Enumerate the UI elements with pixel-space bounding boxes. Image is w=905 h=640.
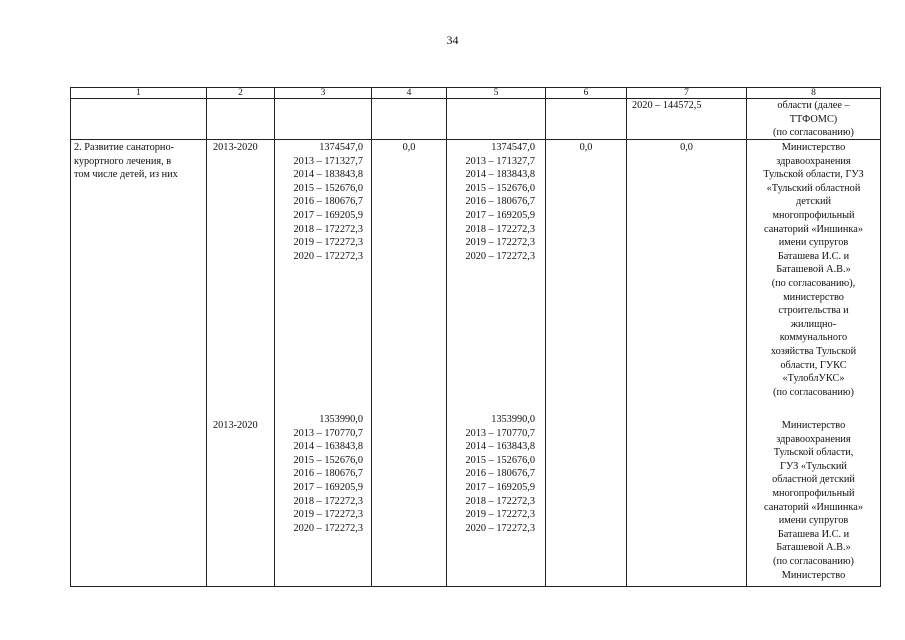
col-border-6	[626, 87, 627, 587]
row-a-col4: 0,0	[402, 142, 416, 153]
col-border-0	[70, 87, 71, 587]
header-col-2: 2	[238, 88, 243, 98]
header-col-3: 3	[320, 88, 326, 98]
continuation-col7: 2020 – 144572,5	[632, 100, 702, 111]
row-a-col3: 1374547,0 2013 – 171327,7 2014 – 183843,8 2015 – 152676,0 2016 – 180676,7 2017 – 169205,9 2018 – 172272,3 2019 – 172272,3 2020 – 172272,3	[293, 142, 363, 262]
row-a-period: 2013-2020	[213, 142, 258, 153]
row-b-period: 2013-2020	[213, 420, 258, 431]
row-b-executors: Министерство здравоохранения Тульской области, ГУЗ «Тульский областной детский многопрофильный санаторий «Иншинка» имени супругов Баташева И.С. и Баташевой А.В.» (по согласованию) Министерство	[764, 420, 863, 581]
header-col-8: 8	[811, 88, 816, 98]
col-border-8	[880, 87, 881, 587]
header-col-4: 4	[406, 88, 412, 98]
header-col-5: 5	[493, 88, 499, 98]
row-b-col5: 1353990,0 2013 – 170770,7 2014 – 163843,8 2015 – 152676,0 2016 – 180676,7 2017 – 169205,9 2018 – 172272,3 2019 – 172272,3 2020 – 172272,3	[465, 414, 535, 534]
col-border-1	[206, 87, 207, 587]
header-col-1: 1	[136, 88, 141, 98]
row-a-col5: 1374547,0 2013 – 171327,7 2014 – 183843,8 2015 – 152676,0 2016 – 180676,7 2017 – 169205,9 2018 – 172272,3 2019 – 172272,3 2020 – 172272,3	[465, 142, 535, 262]
row-a-col7: 0,0	[680, 142, 693, 153]
header-col-7: 7	[684, 88, 689, 98]
continuation-col8: области (далее – ТТФОМС) (по согласованию)	[773, 100, 854, 139]
row-a-executors: Министерство здравоохранения Тульской области, ГУЗ «Тульский областной детский многопрофильный санаторий «Иншинка» имени супругов Баташева И.С. и Баташевой А.В.» (по согласованию), министерство строительства и жилищно- коммунального хозяйства Тульской области, ГУКС «ТулоблУКС» (по согласованию)	[763, 142, 864, 398]
col-border-3	[371, 87, 372, 587]
col-border-5	[545, 87, 546, 587]
table-bottom-border	[70, 586, 881, 587]
row-a-col6: 0,0	[579, 142, 593, 153]
row-a-name: 2. Развитие санаторно- курортного лечения, в том числе детей, из них	[74, 142, 178, 181]
header-col-6: 6	[583, 88, 589, 98]
page-number: 34	[446, 33, 459, 47]
row-b-col3: 1353990,0 2013 – 170770,7 2014 – 163843,8 2015 – 152676,0 2016 – 180676,7 2017 – 169205,9 2018 – 172272,3 2019 – 172272,3 2020 – 172272,3	[293, 414, 363, 534]
